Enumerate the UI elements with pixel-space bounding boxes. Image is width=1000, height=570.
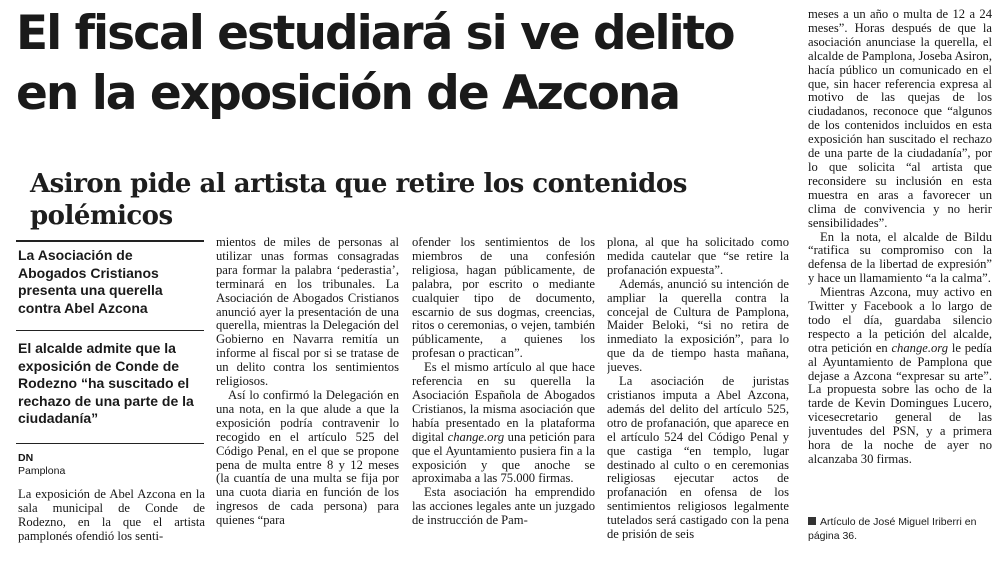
page-reference (808, 515, 992, 543)
article-column-4 (607, 236, 789, 568)
article-column-2 (216, 236, 399, 568)
paragraph: Esta asociación ha emprendido las acciones legales ante un juzgado de instrucción de Pam- (412, 485, 595, 528)
square-bullet-icon (808, 517, 816, 525)
byline-rule (16, 443, 204, 444)
article-column-5 (808, 8, 992, 504)
paragraph: Así lo confirmó la Delegación en una nota, en la que alude a que la exposición podría contravenir lo recogido en el artículo 525 del Código Penal, en el que se propone pena de multa entre 8 y 12 meses (la cuantía de una multa se fija por una cuota diaria en función de los ingresos de cada persona) para quienes “para (216, 387, 399, 528)
deck-2: El alcalde admite que la exposición de Conde de Rodezno “ha suscitado el rechazo de una parte de la ciudadanía” (18, 340, 194, 426)
paragraph: mientos de miles de personas al utilizar unas formas consagradas para formar la palabra ‘pederastia’, terminará en los tribunales. La Asociación de Abogados Cristianos anunció ayer la presentación de una querella, mientras la Delegación del Gobierno en Navarra remitía un informe al fiscal por si se tratase de un delito contra los sentimientos religiosos. (216, 236, 399, 389)
headline-line-2: en la exposición de Azcona (16, 66, 680, 121)
paragraph: En la nota, el alcalde de Bildu “ratifica su compromiso con la defensa de la libertad de expresión” y hace un llamamiento “a la calma”. (808, 229, 992, 286)
paragraph: Mientras Azcona, muy activo en Twitter y Facebook a lo largo de todo el día, guardaba silencio respecto a la petición del alcalde, otra petición en change.org le pedía al Ayuntamiento de Pamplona que dejase a Azcona “expresar su arte”. La propuesta sobre las ocho de la tarde de Kevin Domingues Lucero, vicesecretario general de las juventudes del PSN, y a primera hora de la noche de ayer no alcanzaba 30 firmas. (808, 285, 992, 466)
dateline-place: Pamplona (18, 465, 66, 477)
headline (16, 4, 796, 124)
paragraph: Es el mismo artículo al que hace referencia en su querella la Asociación Española de Abogados Cristianos, la misma asociación que había presentado en la plataforma digital change.org una petición para que el Ayuntamiento pusiera fin a la exposición y que anoche se aproximaba a las 75.000 firmas. (412, 360, 595, 486)
paragraph: plona, al que ha solicitado como medida cautelar que “se retire la profanación expuesta”. (607, 236, 789, 277)
paragraph: meses a un año o multa de 12 a 24 meses”. Horas después de que la asociación anunciase la querella, el alcalde de Pamplona, Joseba Asiron, hacía público un comunicado en el que, sin hacer referencia expresa al motivo de las quejas de los ciudadanos, reconoce que “algunos de los contenidos incluidos en esta exposición han suscitado el rechazo de una parte de la ciudadanía”, por lo que solicita “al artista que reconsidere su inclusión en esta muestra en aras a favorecer un clima de convivencia y no herir sensibilidades”. (808, 8, 992, 230)
article-column-3 (412, 236, 595, 568)
deck-1: La Asociación de Abogados Cristianos presenta una querella contra Abel Azcona (18, 247, 163, 316)
paragraph: La asociación de juristas cristianos imputa a Abel Azcona, además del delito del artículo 525, otro de profanación, que aparece en el artículo 524 del Código Penal y que castiga “en templo, lugar destinado al culto o en ceremonias religiosas ejecutar actos de profanación en ofensa de los sentimientos religiosos legalmente tutelados será castigado con la pena de prisión de seis (607, 374, 789, 542)
headline-line-1: El fiscal estudiará si ve delito (16, 6, 734, 61)
deck-divider (16, 330, 204, 331)
page-reference-text: Artículo de José Miguel Iriberri en página 36. (808, 516, 977, 542)
article-column-1 (18, 488, 205, 568)
subheadline: Asiron pide al artista que retire los contenidos polémicos (30, 169, 687, 231)
paragraph: La exposición de Abel Azcona en la sala municipal de Conde de Rodezno, en la que el artista pamplonés ofendió los senti- (18, 488, 205, 543)
paragraph: ofender los sentimientos de los miembros de una confesión religiosa, hagan públicamente, de palabra, por escrito o mediante cualquier tipo de documento, escarnio de sus dogmas, creencias, ritos o ceremonias, o vejen, también públicamente, a quienes los profesan o practican”. (412, 236, 595, 361)
paragraph: Además, anunció su intención de ampliar la querella contra la concejal de Cultura de Pamplona, Maider Beloki, “si no retira de inmediato la exposición”, para lo que da de tiempo hasta mañana, jueves. (607, 276, 789, 375)
byline: DN (18, 452, 34, 464)
deck-rule-top (16, 240, 204, 242)
